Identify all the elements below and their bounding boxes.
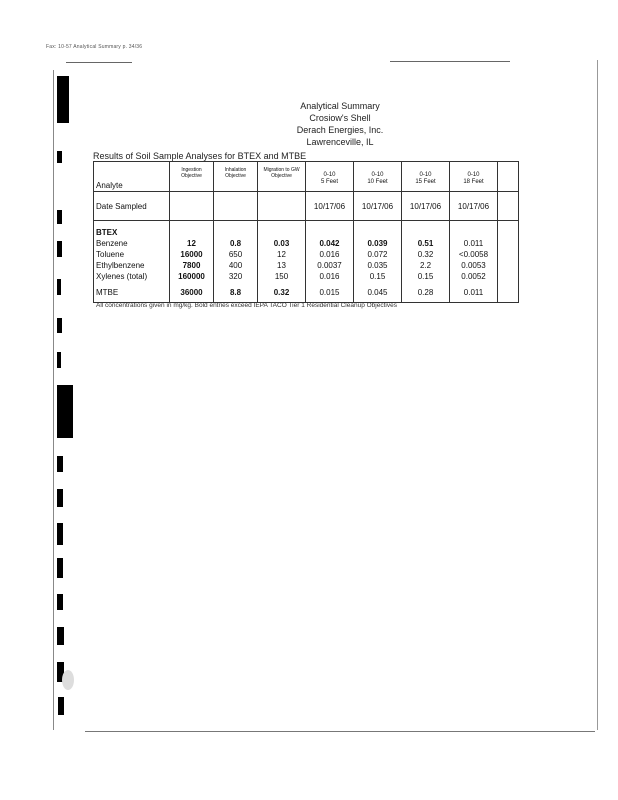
sample-value: 2.2	[402, 260, 450, 271]
sample-value: 0.045	[354, 282, 402, 303]
migration-value: 0.03	[258, 238, 306, 249]
scan-top-line	[390, 61, 510, 62]
ingestion-value: 7800	[170, 260, 214, 271]
sample-header-1: 0-10 5 Feet	[306, 162, 354, 192]
title-line-2: Crosiow's Shell	[309, 113, 371, 123]
analyte-name: Xylenes (total)	[94, 271, 170, 282]
analyte-name: Toluene	[94, 249, 170, 260]
sample-value: 0.0052	[450, 271, 498, 282]
sample-header-2: 0-10 10 Feet	[354, 162, 402, 192]
date-cell: 10/17/06	[402, 192, 450, 221]
migration-value: 0.32	[258, 282, 306, 303]
empty-header-cell	[498, 162, 519, 192]
inhalation-value: 650	[214, 249, 258, 260]
sample-value: 0.016	[306, 249, 354, 260]
table-row	[94, 249, 519, 260]
sample-value: 0.15	[354, 271, 402, 282]
inhalation-value: 320	[214, 271, 258, 282]
sample-value: 0.32	[402, 249, 450, 260]
sample-value: 0.016	[306, 271, 354, 282]
analyte-name: MTBE	[94, 282, 170, 303]
inhalation-value: 8.8	[214, 282, 258, 303]
date-cell: 10/17/06	[354, 192, 402, 221]
scan-edge-mark	[58, 697, 64, 715]
table-row	[94, 238, 519, 249]
scan-edge-mark	[57, 318, 62, 333]
sample-value: 0.28	[402, 282, 450, 303]
title-line-4: Lawrenceville, IL	[306, 137, 374, 147]
inhalation-value: 400	[214, 260, 258, 271]
footnote: All concentrations given in mg/kg. Bold entries exceed IEPA TACO Tier 1 Residential Cleanup Objectives	[96, 302, 397, 309]
date-sampled-row	[94, 192, 519, 221]
scan-edge-mark	[57, 76, 69, 123]
scan-edge-mark	[57, 489, 63, 507]
sample-header-3: 0-10 15 Feet	[402, 162, 450, 192]
inhalation-value: 0.8	[214, 238, 258, 249]
scan-edge-mark	[57, 627, 64, 645]
results-title: Results of Soil Sample Analyses for BTEX and MTBE	[93, 151, 307, 161]
scan-edge-mark	[57, 558, 63, 578]
scan-edge-line	[53, 70, 54, 730]
sample-value: 0.042	[306, 238, 354, 249]
scan-edge-mark	[57, 594, 63, 610]
btex-section-row	[94, 227, 519, 238]
sample-value: 0.072	[354, 249, 402, 260]
sample-value: 0.15	[402, 271, 450, 282]
inhalation-header: Inhalation Objective	[214, 162, 258, 192]
sample-value: 0.0053	[450, 260, 498, 271]
sample-value: 0.015	[306, 282, 354, 303]
date-label: Date Sampled	[94, 192, 170, 221]
migration-value: 13	[258, 260, 306, 271]
sample-value: 0.011	[450, 238, 498, 249]
results-table	[93, 161, 519, 303]
scan-edge-line	[597, 60, 598, 730]
scan-edge-mark	[57, 352, 61, 368]
sample-value: 0.0037	[306, 260, 354, 271]
date-cell: 10/17/06	[306, 192, 354, 221]
ingestion-value: 160000	[170, 271, 214, 282]
sample-value: <0.0058	[450, 249, 498, 260]
sample-value: 0.51	[402, 238, 450, 249]
ingestion-value: 12	[170, 238, 214, 249]
table-row	[94, 271, 519, 282]
analyte-header: Analyte	[94, 162, 170, 192]
scan-edge-mark	[57, 456, 63, 472]
sample-header-4: 0-10 18 Feet	[450, 162, 498, 192]
fax-header: Fax: 10-57 Analytical Summary p. 34/36	[46, 44, 143, 50]
scan-top-line	[66, 62, 132, 63]
analyte-name: Benzene	[94, 238, 170, 249]
mtbe-row	[94, 282, 519, 303]
fax-smudge	[62, 670, 74, 690]
scan-edge-mark	[57, 523, 63, 545]
title-line-3: Derach Energies, Inc.	[296, 125, 384, 135]
ingestion-header: Ingestion Objective	[170, 162, 214, 192]
scan-edge-mark	[57, 210, 62, 224]
report-title-block	[240, 100, 440, 148]
scan-edge-mark	[57, 385, 73, 438]
title-line-1: Analytical Summary	[300, 101, 380, 111]
ingestion-value: 36000	[170, 282, 214, 303]
analyte-name: Ethylbenzene	[94, 260, 170, 271]
sample-value: 0.039	[354, 238, 402, 249]
table-header-row	[94, 162, 519, 192]
migration-header: Migration to GW Objective	[258, 162, 306, 192]
date-cell: 10/17/06	[450, 192, 498, 221]
migration-value: 150	[258, 271, 306, 282]
scan-edge-mark	[57, 241, 62, 257]
table-row	[94, 260, 519, 271]
sample-value: 0.035	[354, 260, 402, 271]
sample-value: 0.011	[450, 282, 498, 303]
ingestion-value: 16000	[170, 249, 214, 260]
section-label: BTEX	[94, 227, 170, 238]
migration-value: 12	[258, 249, 306, 260]
scan-edge-mark	[57, 279, 61, 295]
scan-edge-mark	[57, 151, 62, 163]
scan-bottom-line	[85, 731, 595, 732]
